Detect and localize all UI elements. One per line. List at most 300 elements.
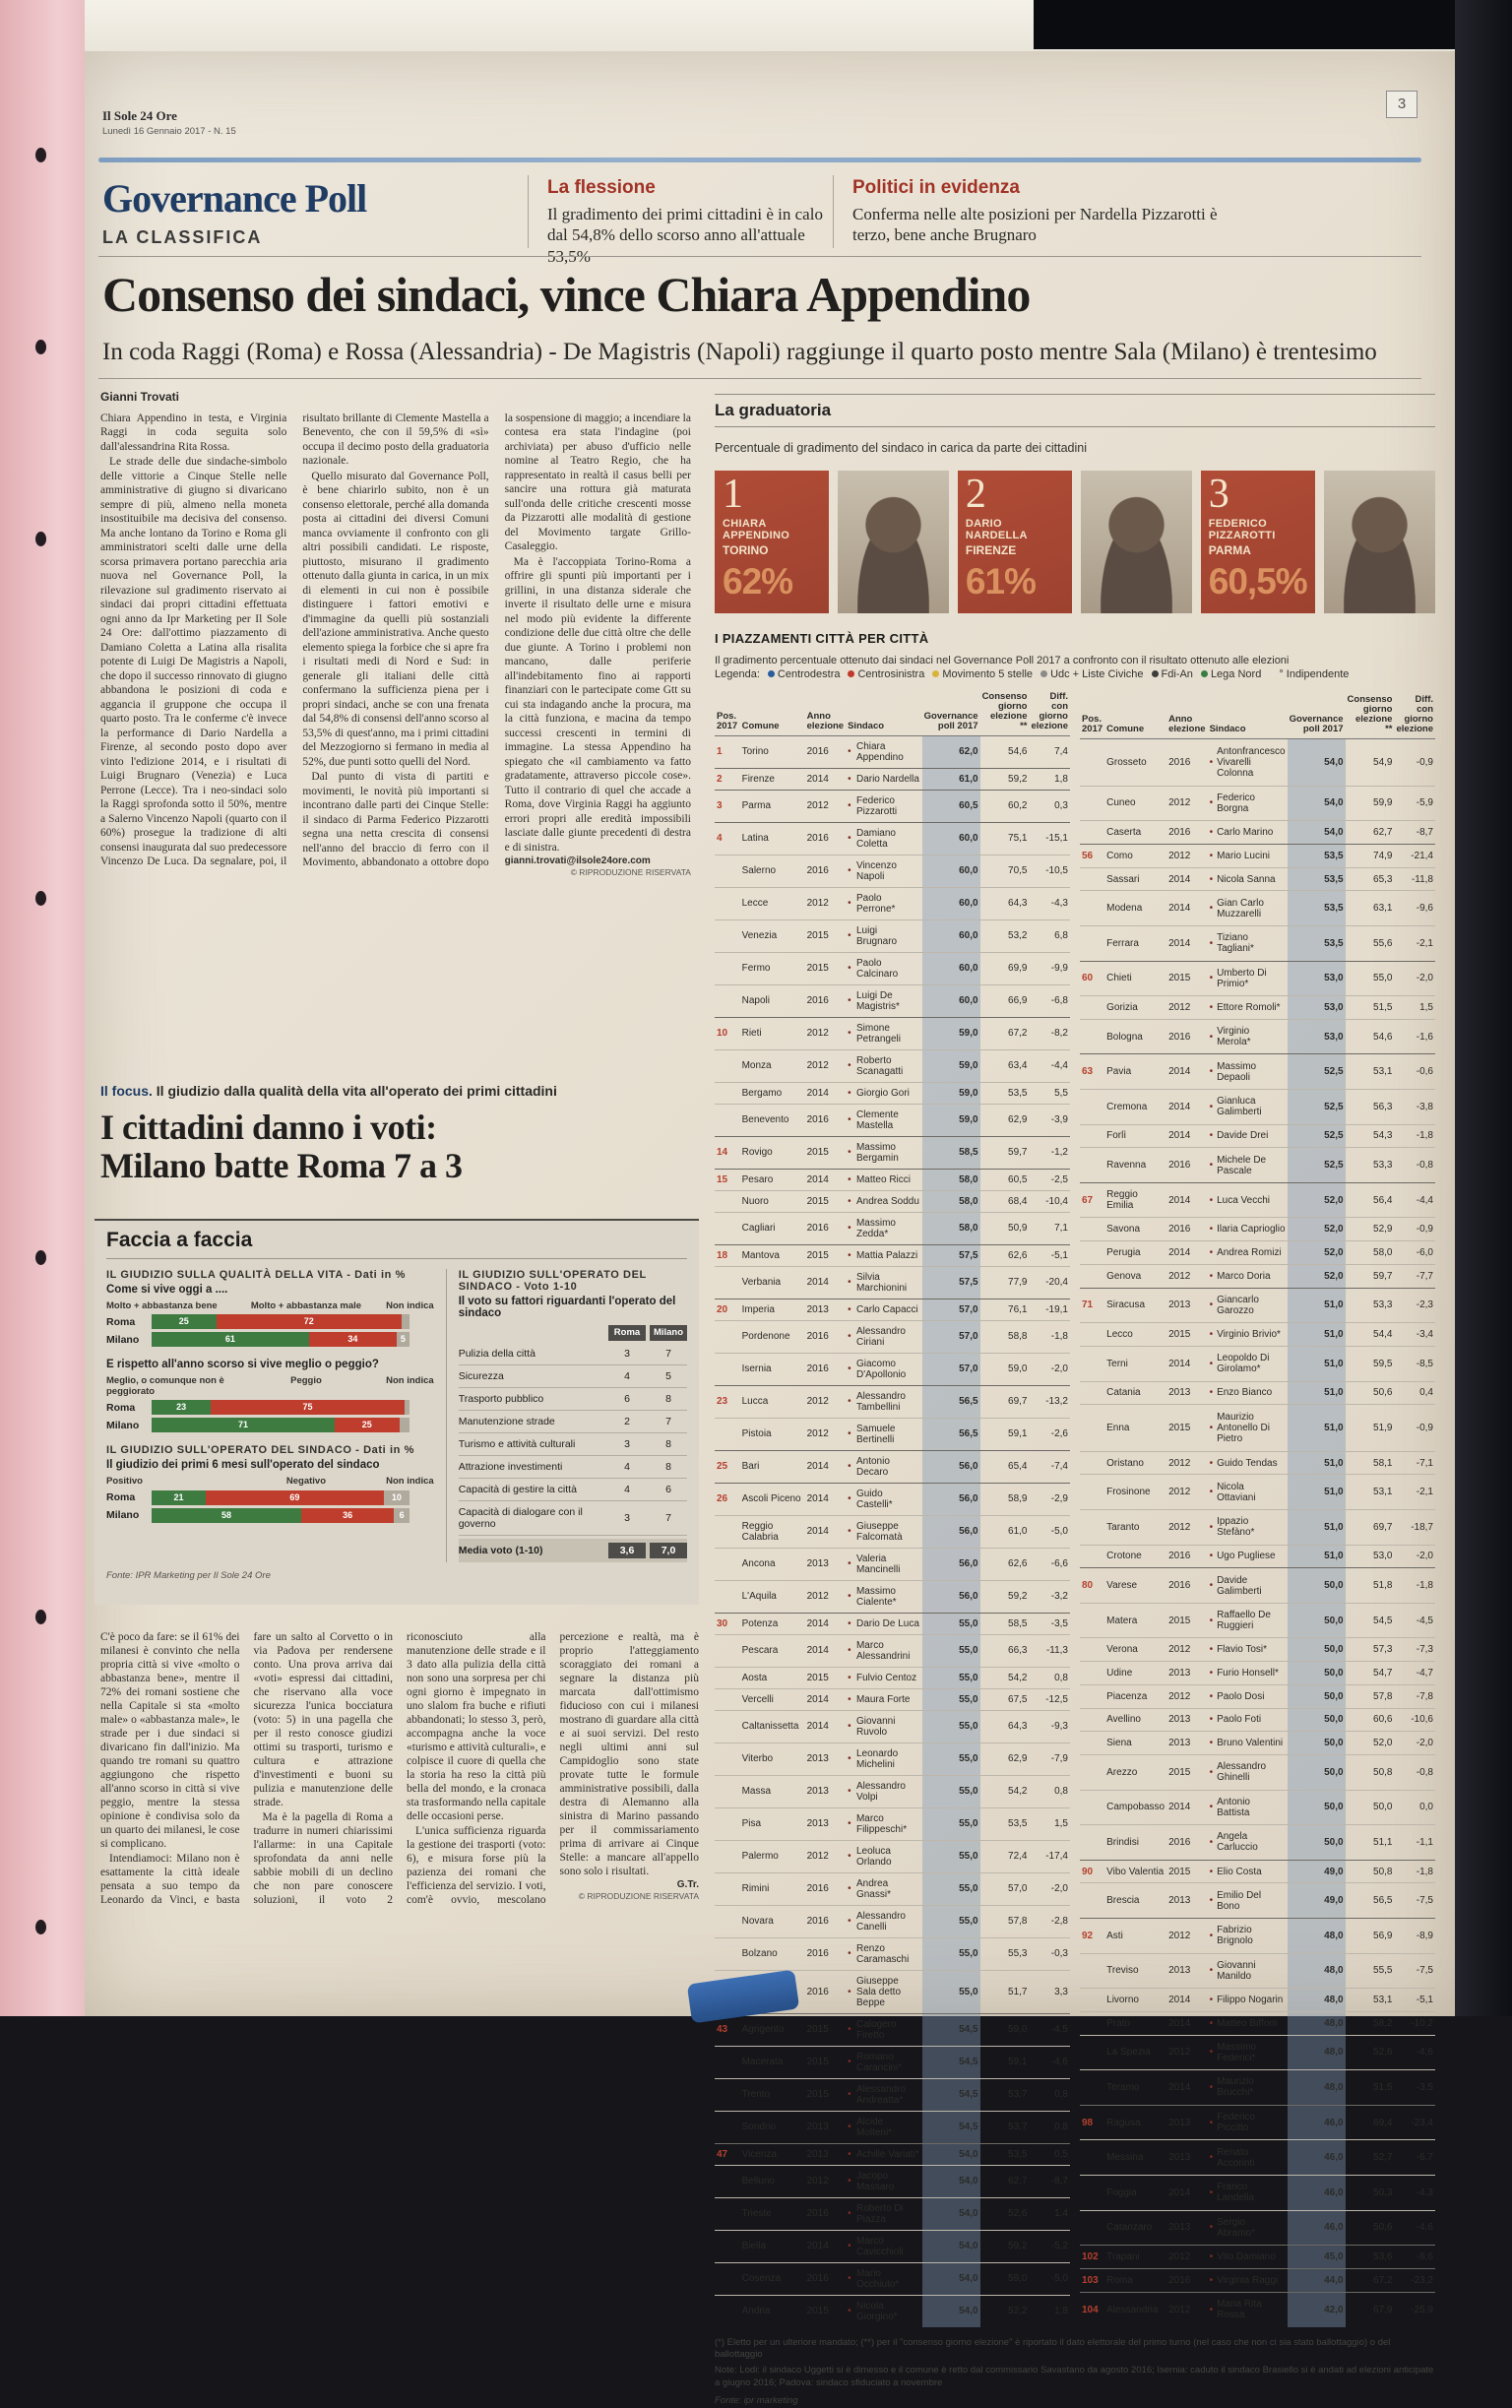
cell-com: Vercelli <box>740 1688 805 1710</box>
cell-pos <box>1080 1148 1104 1183</box>
cell-gov: 52,5 <box>1288 1148 1346 1183</box>
cell-pos <box>715 1266 740 1299</box>
cell-gov: 52,0 <box>1288 1182 1346 1218</box>
vote-row <box>459 1343 687 1365</box>
cell-com: Savona <box>1104 1218 1166 1241</box>
cell-com: Como <box>1104 844 1166 867</box>
table-row <box>715 1385 1070 1418</box>
cell-sin: Ippazio Stefàno* <box>1215 1509 1288 1545</box>
cell-com: Agrigento <box>740 2013 805 2046</box>
column-header: Governance poll 2017 <box>922 690 980 736</box>
vote-label: Sicurezza <box>458 1370 504 1382</box>
punch-hole <box>35 1920 46 1934</box>
cell-con: 53,2 <box>980 919 1030 952</box>
cell-ann: 2016 <box>805 2197 846 2230</box>
table-row <box>1080 1090 1435 1125</box>
table-row <box>715 1937 1070 1970</box>
cell-pos <box>715 1840 740 1872</box>
cell-pos <box>1080 1323 1104 1347</box>
table-row <box>715 1212 1070 1244</box>
paragraph: Le strade delle due sindache-simbolo delle vittorie a Cinque Stelle nelle amministrative di giugno si divaricano sempre di più, almeno nella moneta insostituibile ma decisiva del consenso. Ma anche lontano da Torino e Roma gli amministratori scelti dalle urne della scorsa primavera portano parecchia aria nuova nel Governance Poll, la rilevazione sul gradimento riservato ai sindaci dai propri cittadini effettuata ogni anno da Ipr Marketing per Il Sole 24 Ore: dall'ottimo piazzamento di Damiano Coletta a Latina alla risalita potente di Luigi De Magistris a Napoli, che dopo il successo rinnovato di giugno abbandona le posizioni di coda e aggancia il gruppone che occupa il quarto posto. Tra le conferme c'è invece la performance di Dario Nardella a Firenze, al secondo posto dopo aver vinto l'edizione 2014, e i risultati di Luigi Brugnaro (Venezia) e Luca Perrone (Lecce). Tra i neo-sindaci solo la Raggi sprofonda sotto il 50%, mentre a Salerno Vincenzo Napoli (quarto con il 60%) prosegue la tradizione di alti consensi inaugurata dal suo predecessore Vincenzo De Luca. Da segnalare, poi, il risultato brillante di Clemente Mastella a Benevento, che con il 59,5% di «sì» occupa il decimo posto della graduatoria nazionale. <box>100 412 489 868</box>
cell-dot: • <box>846 1082 854 1104</box>
cell-pos <box>715 1937 740 1970</box>
column-header: Consenso giorno elezione ** <box>980 690 1030 736</box>
cell-com: Benevento <box>740 1104 805 1136</box>
cell-ann: 2012 <box>805 887 846 919</box>
punch-hole <box>35 891 46 906</box>
cell-pos <box>1080 1545 1104 1568</box>
table-row <box>715 1104 1070 1136</box>
cell-ann: 2013 <box>1166 1288 1207 1323</box>
table-row <box>715 1872 1070 1905</box>
cell-pos <box>1080 1019 1104 1054</box>
table-row <box>1080 1732 1435 1755</box>
cell-gov: 59,0 <box>922 1104 980 1136</box>
cell-gov: 55,0 <box>922 1937 980 1970</box>
cell-dif: -8,2 <box>1030 1017 1071 1049</box>
cell-gov: 46,0 <box>1288 2210 1346 2246</box>
table-row <box>715 2197 1070 2230</box>
cell-pos <box>1080 821 1104 845</box>
cell-dif: -17,4 <box>1030 1840 1071 1872</box>
cell-com: Messina <box>1104 2140 1166 2176</box>
vote-roma: 2 <box>624 1416 630 1427</box>
cell-gov: 50,0 <box>1288 1603 1346 1638</box>
cell-gov: 53,0 <box>1288 961 1346 996</box>
cell-pos <box>715 1710 740 1743</box>
cell-sin: Alessandro Andreatta* <box>854 2078 922 2111</box>
cell-ann: 2012 <box>1166 1264 1207 1288</box>
cell-dif: -4,4 <box>1394 1182 1435 1218</box>
cell-sin: Virginio Merola* <box>1215 1019 1288 1054</box>
vote-milano: 8 <box>665 1438 671 1450</box>
cell-pos <box>715 1667 740 1688</box>
cell-dif: -19,1 <box>1030 1299 1071 1320</box>
cell-dif: -4,3 <box>1394 2175 1435 2210</box>
cell-com: Ragusa <box>1104 2105 1166 2140</box>
cell-con: 56,5 <box>1346 1883 1395 1919</box>
cell-dif: -20,4 <box>1030 1266 1071 1299</box>
cell-con: 56,3 <box>1346 1090 1395 1125</box>
cell-con: 53,6 <box>1346 2246 1395 2269</box>
masthead <box>102 108 236 137</box>
cell-pos <box>715 2046 740 2078</box>
cell-com: Roma <box>1104 2268 1166 2292</box>
cell-dot: • <box>846 855 854 887</box>
cell-com: Avellino <box>1104 1708 1166 1732</box>
cell-pos: 98 <box>1080 2105 1104 2140</box>
cell-dif: 6,8 <box>1030 919 1071 952</box>
cell-com: Macerata <box>740 2046 805 2078</box>
cell-sin: Tiziano Tagliani* <box>1215 925 1288 961</box>
column-header: Comune <box>1104 690 1166 739</box>
cell-sin: Ugo Pugliese <box>1215 1545 1288 1568</box>
vote-roma: 6 <box>624 1393 630 1405</box>
cell-pos <box>715 2197 740 2230</box>
cell-pos <box>1080 2070 1104 2106</box>
cell-sin: Federico Borgna <box>1215 786 1288 821</box>
divider <box>528 175 529 248</box>
cell-sin: Mario Lucini <box>1215 844 1288 867</box>
cell-con: 55,3 <box>980 1937 1030 1970</box>
cell-gov: 58,5 <box>922 1136 980 1169</box>
cell-pos <box>715 2078 740 2111</box>
cell-gov: 48,0 <box>1288 1989 1346 2012</box>
legend-dot <box>1269 670 1276 677</box>
cell-dif: 7,1 <box>1030 1212 1071 1244</box>
cell-dif: -3,8 <box>1394 1090 1435 1125</box>
flessione-label: La flessione <box>547 177 656 198</box>
cell-con: 59,1 <box>980 1418 1030 1450</box>
table-row <box>715 1743 1070 1775</box>
cell-ann: 2013 <box>1166 1732 1207 1755</box>
cell-com: Monza <box>740 1049 805 1082</box>
legend-entry: Molto + abbastanza male <box>250 1300 362 1311</box>
cell-pos <box>1080 1953 1104 1989</box>
cell-gov: 55,0 <box>922 1613 980 1634</box>
legend-entry: Positivo <box>106 1476 143 1488</box>
mayor-name <box>723 518 821 542</box>
cell-pos <box>1080 1346 1104 1381</box>
cell-com: Ferrara <box>1104 925 1166 961</box>
cell-pos <box>715 1104 740 1136</box>
cell-com: Sassari <box>1104 867 1166 891</box>
cell-dif: -7,9 <box>1030 1743 1071 1775</box>
cell-sin: Carlo Capacci <box>854 1299 922 1320</box>
cell-dif: -3,5 <box>1030 1613 1071 1634</box>
cell-dot: • <box>1208 1241 1216 1265</box>
cell-ann: 2016 <box>1166 1545 1207 1568</box>
cell-con: 53,7 <box>980 2078 1030 2111</box>
cell-sin: Giuseppe Falcomatà <box>854 1515 922 1548</box>
cell-con: 64,3 <box>980 887 1030 919</box>
cell-ann: 2013 <box>1166 1883 1207 1919</box>
paragraph: L'unica sufficienza riguarda la gestione dei trasporti (voto: 6), e misura forse più la pazienza dei romani che l'efficienza del servizio. I voti, com'è ovvio, mescolano percezione e realtà, ma è proprio l'atteggiamento scoraggiato dei romani a segnare la distanza più marcata dall'ottimismo fiducioso con cui i milanesi mostrano di guardare alla città e ai suoi servizi. Del resto negli ultimi anni sul Campidoglio sono state provate tutte le formule amministrative possibili, dalla destra di Alemanno alla sinistra di Marino passando per il commissariamento prima di arrivare ai Cinque Stelle: a mancare all'appello sono solo i risultati. <box>407 1631 699 1907</box>
cell-dif: -12,5 <box>1030 1688 1071 1710</box>
cell-dif: -23,4 <box>1394 2105 1435 2140</box>
cell-dif: -6,7 <box>1394 2140 1435 2176</box>
bar-row <box>106 1332 434 1347</box>
cell-dot: • <box>846 1807 854 1840</box>
column-header: Anno elezione <box>1166 690 1207 739</box>
cell-ann: 2016 <box>805 1905 846 1937</box>
cell-gov: 52,0 <box>1288 1264 1346 1288</box>
cell-con: 69,9 <box>980 952 1030 984</box>
cell-pos <box>715 1418 740 1450</box>
cell-sin: Valeria Mancinelli <box>854 1548 922 1580</box>
cell-sin: Franco Landella <box>1215 2175 1288 2210</box>
bar-row <box>106 1314 434 1329</box>
cell-com: Salerno <box>740 855 805 887</box>
cell-sin: Clemente Mastella <box>854 1104 922 1136</box>
cell-com: Trieste <box>740 2197 805 2230</box>
table-row <box>1080 1218 1435 1241</box>
cell-gov: 51,0 <box>1288 1451 1346 1475</box>
table-row <box>715 1483 1070 1515</box>
cell-con: 51,7 <box>980 1970 1030 2013</box>
table-row <box>715 2143 1070 2165</box>
cell-sin: Marco Alessandrini <box>854 1634 922 1667</box>
cell-ann: 2016 <box>805 1104 846 1136</box>
cell-pos <box>1080 1989 1104 2012</box>
vote-roma: 4 <box>624 1370 630 1382</box>
cell-gov: 50,0 <box>1288 1825 1346 1861</box>
cell-ann: 2013 <box>1166 2140 1207 2176</box>
cell-dif: 0,3 <box>1030 790 1071 822</box>
vote-label: Capacità di dialogare con il governo <box>458 1506 583 1530</box>
cell-ann: 2016 <box>805 1872 846 1905</box>
punch-hole <box>35 532 46 546</box>
table-row <box>1080 2105 1435 2140</box>
cell-con: 59,0 <box>980 2262 1030 2295</box>
bar-label: Milano <box>106 1509 140 1522</box>
cell-ann: 2015 <box>1166 961 1207 996</box>
table-row <box>715 2295 1070 2327</box>
cell-com: L'Aquila <box>740 1580 805 1613</box>
cell-con: 61,0 <box>980 1515 1030 1548</box>
cell-ann: 2014 <box>805 2230 846 2262</box>
media-milano: 7,0 <box>650 1543 687 1558</box>
cell-pos <box>715 887 740 919</box>
table-row <box>715 1710 1070 1743</box>
cell-gov: 55,0 <box>922 1667 980 1688</box>
table-row <box>715 1667 1070 1688</box>
cell-com: Ravenna <box>1104 1148 1166 1183</box>
punch-hole <box>35 340 46 354</box>
cell-pos <box>715 1353 740 1385</box>
cell-con: 51,9 <box>1346 1405 1395 1451</box>
cell-dif: 7,4 <box>1030 735 1071 768</box>
cell-pos <box>1080 867 1104 891</box>
cell-com: Trento <box>740 2078 805 2111</box>
cell-pos: 23 <box>715 1385 740 1418</box>
cell-ann: 2012 <box>1166 1509 1207 1545</box>
bar-segment: 23 <box>152 1400 211 1415</box>
cell-ann: 2014 <box>1166 1346 1207 1381</box>
table-row <box>715 919 1070 952</box>
cell-sin: Alessandro Tambellini <box>854 1385 922 1418</box>
vote-milano: 7 <box>665 1512 671 1524</box>
cell-con: 63,4 <box>980 1049 1030 1082</box>
cell-con: 55,0 <box>1346 961 1395 996</box>
cell-ann: 2014 <box>805 1688 846 1710</box>
table-row <box>1080 2268 1435 2292</box>
cell-dif: -1,2 <box>1030 1136 1071 1169</box>
cell-gov: 54,0 <box>1288 739 1346 786</box>
bar-row <box>106 1400 434 1415</box>
cell-dif: -2,0 <box>1394 961 1435 996</box>
legend-entry: Peggio <box>290 1375 322 1387</box>
cell-con: 55,6 <box>1346 925 1395 961</box>
cell-dot: • <box>846 1905 854 1937</box>
table-row <box>1080 1405 1435 1451</box>
cell-con: 69,4 <box>1346 2105 1395 2140</box>
cell-pos: 56 <box>1080 844 1104 867</box>
cell-ann: 2014 <box>805 1634 846 1667</box>
table-row <box>1080 1381 1435 1405</box>
cell-gov: 55,0 <box>922 1743 980 1775</box>
cell-sin: Roberto Scanagatti <box>854 1049 922 1082</box>
cell-con: 53,5 <box>980 1082 1030 1104</box>
cell-ann: 2015 <box>1166 1323 1207 1347</box>
media-roma: 3,6 <box>608 1543 646 1558</box>
cell-sin: Andrea Romizi <box>1215 1241 1288 1265</box>
cell-pos: 71 <box>1080 1288 1104 1323</box>
cell-com: Alessandria <box>1104 2292 1166 2327</box>
cell-gov: 60,0 <box>922 984 980 1017</box>
paragraph: Ma è la pagella di Roma a tradurre in numeri chiarissimi l'allarme: in una Capitale sprofondata da anni nelle sabbie mobili di un declino che non pare conoscere soluzioni, il voto 2 riconosciuto alla manutenzione delle strade e il 3 dato alla pulizia della città non sono una sorpresa per chi ogni giorno è impegnato in uno slalom fra buche e rifiuti abbandonati; lo stesso 3, però, accompagna anche la voce «turismo e attività culturali», e colpisce il cuore di quella che la storia ha reso la città più bella del mondo, e la cronaca sta trasformando nella capitale delle occasioni perse. <box>253 1631 546 1907</box>
column-header: Governance poll 2017 <box>1288 690 1346 739</box>
cell-gov: 50,0 <box>1288 1708 1346 1732</box>
cell-ann: 2012 <box>1166 996 1207 1020</box>
divider <box>833 175 834 248</box>
cell-dif: -4,6 <box>1394 2210 1435 2246</box>
politici-text: Conferma nelle alte posizioni per Nardella Pizzarotti è terzo, bene anche Brugnaro <box>852 205 1218 245</box>
legend-entry: Meglio, o comunque non è peggiorato <box>106 1375 224 1397</box>
cell-gov: 48,0 <box>1288 1953 1346 1989</box>
cell-com: Aosta <box>740 1667 805 1688</box>
cell-pos <box>715 1515 740 1548</box>
cell-dif: -2,0 <box>1030 1872 1071 1905</box>
bar-segment <box>402 1314 410 1329</box>
table-row <box>715 887 1070 919</box>
cell-ann: 2016 <box>1166 1218 1207 1241</box>
cell-pos <box>1080 1732 1104 1755</box>
punch-hole <box>35 148 46 162</box>
cell-ann: 2016 <box>1166 1568 1207 1604</box>
cell-gov: 48,0 <box>1288 1919 1346 1954</box>
cell-con: 53,3 <box>1346 1288 1395 1323</box>
cell-com: Vicenza <box>740 2143 805 2165</box>
cell-dif: -7,3 <box>1394 1638 1435 1662</box>
cell-sin: Giancarlo Garozzo <box>1215 1288 1288 1323</box>
cell-com: Enna <box>1104 1405 1166 1451</box>
vote-label: Turismo e attività culturali <box>458 1438 576 1450</box>
cell-con: 52,6 <box>980 2197 1030 2230</box>
cell-gov: 56,0 <box>922 1548 980 1580</box>
cell-pos <box>1080 1755 1104 1791</box>
cell-gov: 59,0 <box>922 1017 980 1049</box>
table-row <box>715 1169 1070 1190</box>
cell-sin: Maura Forte <box>854 1688 922 1710</box>
mayor-photo <box>1324 471 1435 613</box>
cell-dot: • <box>1208 1264 1216 1288</box>
punch-hole <box>35 1610 46 1624</box>
vote-milano: 7 <box>665 1348 671 1360</box>
cell-con: 51,8 <box>1346 1568 1395 1604</box>
cell-sin: Giorgio Gori <box>854 1082 922 1104</box>
cell-con: 56,9 <box>1346 1919 1395 1954</box>
cell-sin: Renzo Caramaschi <box>854 1937 922 1970</box>
faccia-charts <box>106 1269 447 1562</box>
cell-ann: 2016 <box>805 1970 846 2013</box>
cell-pos <box>715 2165 740 2197</box>
cell-gov: 61,0 <box>922 768 980 790</box>
cell-con: 58,1 <box>1346 1451 1395 1475</box>
cell-ann: 2012 <box>1166 1475 1207 1510</box>
cell-dif: -10,4 <box>1030 1190 1071 1212</box>
cell-dif: -23,2 <box>1394 2268 1435 2292</box>
cell-sin: Damiano Coletta <box>854 822 922 855</box>
cell-gov: 51,0 <box>1288 1381 1346 1405</box>
bar-segment: 61 <box>152 1332 309 1347</box>
table-row <box>1080 2210 1435 2246</box>
cell-dot: • <box>846 1190 854 1212</box>
cell-sin: Guido Tendas <box>1215 1451 1288 1475</box>
cell-com: La Spezia <box>1104 2035 1166 2070</box>
bar-segment: 25 <box>152 1314 217 1329</box>
cell-sin: Alessandro Ghinelli <box>1215 1755 1288 1791</box>
cell-pos: 15 <box>715 1169 740 1190</box>
cell-ann: 2014 <box>805 1515 846 1548</box>
cell-con: 54,6 <box>1346 1019 1395 1054</box>
cell-dif: -9,6 <box>1394 891 1435 926</box>
top3-cards <box>715 471 1435 613</box>
vote-milano: 8 <box>665 1461 671 1473</box>
table-row <box>715 1418 1070 1450</box>
cell-sin: Massimo Zedda* <box>854 1212 922 1244</box>
cell-dot: • <box>846 1775 854 1807</box>
cell-con: 67,2 <box>1346 2268 1395 2292</box>
table-row <box>715 822 1070 855</box>
cell-con: 50,6 <box>1346 1381 1395 1405</box>
cell-gov: 53,5 <box>1288 925 1346 961</box>
cell-con: 58,0 <box>1346 1241 1395 1265</box>
cell-con: 54,4 <box>1346 1323 1395 1347</box>
cell-sin: Roberto Di Piazza <box>854 2197 922 2230</box>
cell-ann: 2016 <box>1166 2268 1207 2292</box>
table-row <box>715 2078 1070 2111</box>
table-header-row <box>715 690 1070 736</box>
cell-com: Bolzano <box>740 1937 805 1970</box>
cell-gov: 60,0 <box>922 822 980 855</box>
cell-ann: 2012 <box>1166 1684 1207 1708</box>
cell-dif: -2,8 <box>1030 1905 1071 1937</box>
cell-sin: Giovanni Ruvolo <box>854 1710 922 1743</box>
cell-dif: 0,0 <box>1394 1790 1435 1825</box>
cell-dot: • <box>1208 1638 1216 1662</box>
table-row <box>715 952 1070 984</box>
cell-com: Andria <box>740 2295 805 2327</box>
cell-pos <box>1080 2175 1104 2210</box>
cell-dif: 0,4 <box>1394 1381 1435 1405</box>
cell-sin: Antonfrancesco Vivarelli Colonna <box>1215 739 1288 786</box>
cell-con: 50,8 <box>1346 1755 1395 1791</box>
cell-sin: Mario Occhiuto* <box>854 2262 922 2295</box>
cell-pos <box>1080 1825 1104 1861</box>
table-row <box>715 1807 1070 1840</box>
cell-dot: • <box>1208 1790 1216 1825</box>
cell-com: Rieti <box>740 1017 805 1049</box>
cell-ann: 2012 <box>1166 844 1207 867</box>
cell-dot: • <box>846 1266 854 1299</box>
table-row <box>715 1190 1070 1212</box>
graduatoria-label: La graduatoria <box>715 394 1435 427</box>
cell-ann: 2015 <box>1166 1860 1207 1883</box>
cell-ann: 2012 <box>1166 1919 1207 1954</box>
cell-con: 52,9 <box>1346 1218 1395 1241</box>
cell-com: Brindisi <box>1104 1825 1166 1861</box>
cell-com: Campobasso <box>1104 1790 1166 1825</box>
cell-dot: • <box>846 1450 854 1483</box>
stacked-bar <box>152 1332 410 1347</box>
cell-pos <box>1080 925 1104 961</box>
cell-gov: 54,0 <box>922 2262 980 2295</box>
cell-pos: 103 <box>1080 2268 1104 2292</box>
cell-gov: 53,0 <box>1288 996 1346 1020</box>
cell-sin: Silvia Marchionini <box>854 1266 922 1299</box>
vote-label: Trasporto pubblico <box>458 1393 544 1405</box>
